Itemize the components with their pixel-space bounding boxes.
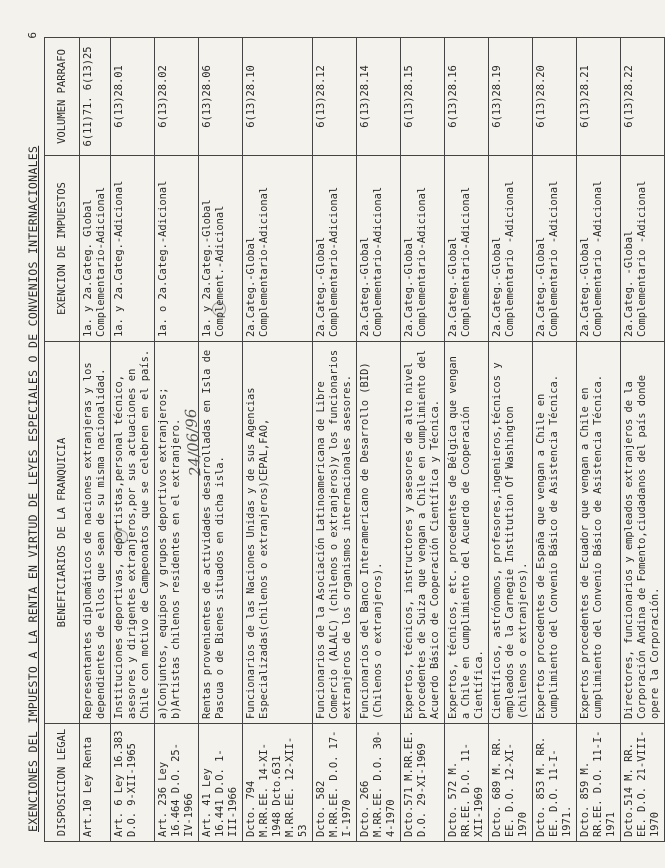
cell-disposicion: Dcto. 853 M. RR. EE. D.O. 11-I-1971.	[533, 724, 577, 842]
table-row	[199, 38, 243, 842]
page-number: 6	[26, 32, 39, 39]
cell-exencion: 2a.Categ.-Global Complementario-Adicional	[313, 156, 357, 342]
cell-volumen: 6(13)28.06	[199, 38, 243, 156]
cell-exencion: 2a.Categ.-Global Complementario -Adicional	[489, 156, 533, 342]
header-disposicion: DISPOSICION LEGAL	[45, 724, 80, 842]
cell-beneficiarios: Funcionarios de las Naciones Unidas y de sus Agencias Especializadas(chilenos o extranjeros)CEPAL,FAO,	[243, 342, 313, 724]
cell-beneficiarios: Funcionarios de la Asociación Latinoamericana de Libre Comercio (ALALC) (chilenos o extranjeros)y los funcionarios extranjeros de los organismos internacionales asesores.	[313, 342, 357, 724]
cell-volumen: 6(13)28.20	[533, 38, 577, 156]
cell-disposicion: Dcto. 582 M.RR.EE. D.O. 17-I-1970	[313, 724, 357, 842]
cell-disposicion: Dcto.571 M.RR.EE. D.O. 29-XI-1969	[401, 724, 445, 842]
header-exencion: EXENCION DE IMPUESTOS	[45, 156, 80, 342]
cell-beneficiarios: Científicos, astrónomos, profesores,ingenieros,técnicos y empleados de la Carnegie Institution Of Washington (chilenos o extranjeros).	[489, 342, 533, 724]
cell-disposicion: Art. 236 Ley 16.464 D.O. 25-IV-1966	[155, 724, 199, 842]
cell-exencion: 1a. y 2a.Categ. Global Complementario-Adicional	[80, 156, 111, 342]
cell-beneficiarios: Representantes diplomáticos de naciones extranjeras y los dependientes de ellos que sean de su misma nacionalidad.	[80, 342, 111, 724]
cell-volumen: 6(13)28.19	[489, 38, 533, 156]
table-row	[401, 38, 445, 842]
table-row	[111, 38, 155, 842]
cell-exencion: 2a.Categ.-Global Complementario -Adicional	[533, 156, 577, 342]
cell-exencion: 2a.Categ.-Global Complementario-Adicional	[401, 156, 445, 342]
header-volumen: VOLUMEN PARRAFO	[45, 38, 80, 156]
cell-exencion: 1a. o 2a.Categ.-Adicional	[155, 156, 199, 342]
cell-volumen: 6(13)28.12	[313, 38, 357, 156]
table-row	[80, 38, 111, 842]
cell-beneficiarios: Instituciones deportivas, deportistas,personal técnico, asesores y dirigentes extranjeros,por sus actuaciones en Chile con motivo de Campeonatos que se celebren en el país.	[111, 342, 155, 724]
header-beneficiarios: BENEFICIARIOS DE LA FRANQUICIA	[45, 342, 80, 724]
cell-volumen: 6(13)28.15	[401, 38, 445, 156]
cell-beneficiarios: Expertos procedentes de Ecuador que vengan a Chile en cumplimiento del Convenio Básico de Asistencia Técnica.	[577, 342, 621, 724]
cell-volumen: 6(13)28.10	[243, 38, 313, 156]
cell-beneficiarios: Directores, funcionarios y empleados extranjeros de la Corporación Andina de Fomento,ciudadanos del país donde opere la Corporación.	[621, 342, 665, 724]
table-row	[533, 38, 577, 842]
cell-volumen: 6(13)28.16	[445, 38, 489, 156]
cell-disposicion: Art. 6 Ley 16.383 D.O. 9-XII-1965	[111, 724, 155, 842]
table-row	[243, 38, 313, 842]
cell-volumen: 6(13)28.02	[155, 38, 199, 156]
table-row	[577, 38, 621, 842]
cell-beneficiarios: Expertos, técnicos, instructores y asesores de alto nivel procedentes de Suiza que vengan a Chile en cumplimiento del Acuerdo Básico de Cooperación Científica y Técnica.	[401, 342, 445, 724]
table-row	[313, 38, 357, 842]
cell-exencion: 1a. y 2a.Categ.-Adicional	[111, 156, 155, 342]
cell-beneficiarios: Rentas provenientes de actividades desarrolladas en Isla de Pascua o de Bienes situados en dicha isla.	[199, 342, 243, 724]
cell-exencion: 2a.Categ.-Global Complementario -Adicional	[577, 156, 621, 342]
cell-beneficiarios: Funcionarios del Banco Interamericano de Desarrollo (BID) (Chilenos o extranjeros).	[357, 342, 401, 724]
cell-exencion: 2a.Categ.-Global Complementario-Adicional	[357, 156, 401, 342]
table-row	[621, 38, 665, 842]
cell-disposicion: Dcto. 572 M. RR.EE. D.O. 11-XII-1969	[445, 724, 489, 842]
cell-volumen: 6(13)28.14	[357, 38, 401, 156]
cell-volumen: 6(13)28.21	[577, 38, 621, 156]
document-title: EXENCIONES DEL IMPUESTO A LA RENTA EN VIRTUD DE LEYES ESPECIALES O DE CONVENIOS INTERNACIONALES	[26, 145, 40, 832]
cell-disposicion: Art. 41 Ley 16.441 D.O. 1-III-1966	[199, 724, 243, 842]
handwritten-note: 24/06/96	[181, 408, 205, 477]
cell-disposicion: Dcto.514 M. RR. EE. D.O. 21-VIII-1970	[621, 724, 665, 842]
cell-disposicion: Dcto. 794 M.RR.EE. 14-XI-1948 Dcto.631 M.RR.EE. 12-XII-53	[243, 724, 313, 842]
cell-volumen: 6(13)28.01	[111, 38, 155, 156]
cell-volumen: 6(11)71. 6(13)25	[80, 38, 111, 156]
cell-exencion: 2a.Categ.-Global Complementario-Adicional	[445, 156, 489, 342]
cell-disposicion: Dcto. 689 M. RR. EE. D.O. 12-XI-1970	[489, 724, 533, 842]
cell-beneficiarios: Expertos procedentes de España que vengan a Chile en cumplimiento del Convenio Básico de Asistencia Técnica.	[533, 342, 577, 724]
cell-disposicion: Art.10 Ley Renta	[80, 724, 111, 842]
cell-volumen: 6(13)28.22	[621, 38, 665, 156]
table-row	[357, 38, 401, 842]
cell-disposicion: Dcto. 266 M.RR.EE. D.O. 30-4-1970	[357, 724, 401, 842]
table-header-row	[45, 38, 80, 842]
cell-exencion: 2a.Categ.-Global Complementario-Adicional	[243, 156, 313, 342]
cell-beneficiarios: a)Conjuntos, equipos y grupos deportivos extranjeros; b)Artistas chilenos residentes en el extranjero.	[155, 342, 199, 724]
table-row	[445, 38, 489, 842]
rotated-content	[24, 26, 661, 846]
cell-exencion: 1a. y 2a.Categ.-Global Complement.-Adicional	[199, 156, 243, 342]
cell-exencion: 2a.Categ. -Global Complementario -Adicional	[621, 156, 665, 342]
cell-beneficiarios: Expertos, técnicos, etc. procedentes de Bélgica que vengan a Chile en cumplimiento del Acuerdo de Cooperación Científica.	[445, 342, 489, 724]
exemptions-table	[44, 37, 665, 842]
cell-disposicion: Dcto. 859 M. RR.EE. D.O. 11-I-1971	[577, 724, 621, 842]
table-row	[489, 38, 533, 842]
